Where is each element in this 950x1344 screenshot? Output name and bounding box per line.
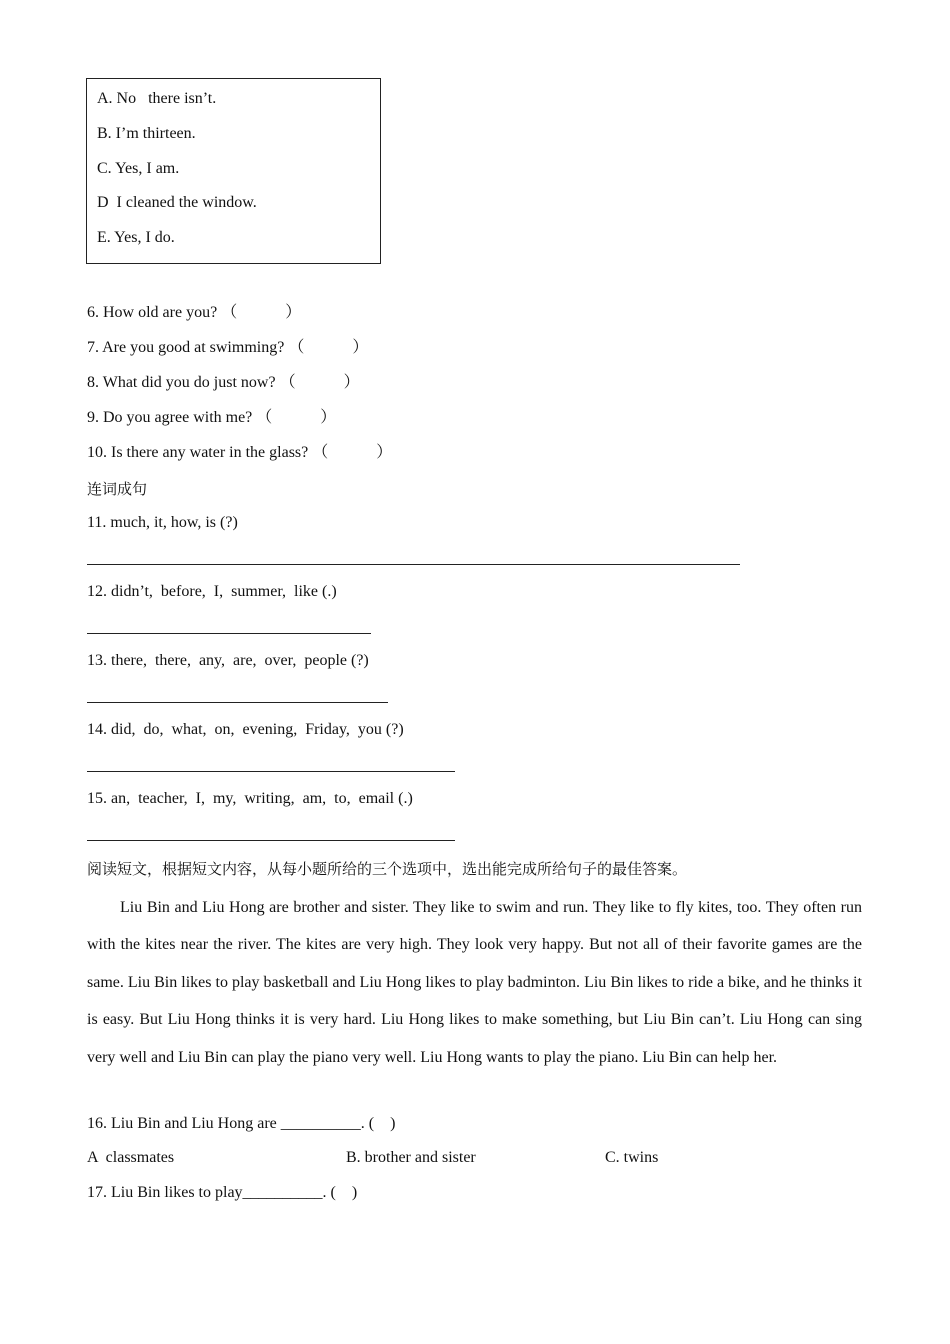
question-6: 6. How old are you? （ ） (87, 304, 302, 321)
section-heading-reading: 阅读短文，根据短文内容，从每小题所给的三个选项中，选出能完成所给句子的最佳答案。 (87, 860, 688, 878)
question-17: 17. Liu Bin likes to play__________. ( ) (87, 1184, 358, 1201)
option-b: B. I’m thirteen. (97, 125, 196, 142)
answer-options-box (86, 78, 381, 264)
question-16: 16. Liu Bin and Liu Hong are __________. ( ) (87, 1115, 396, 1132)
question-12: 12. didn’t, before, I, summer, like (.) (87, 583, 337, 600)
question-7: 7. Are you good at swimming? （ ） (87, 339, 369, 356)
question-14: 14. did, do, what, on, evening, Friday, you (?) (87, 721, 404, 738)
question-13: 13. there, there, any, are, over, people (?) (87, 652, 369, 669)
option-a: A. No there isn’t. (97, 90, 217, 107)
section-heading-sentences: 连词成句 (87, 480, 148, 498)
option-d: D I cleaned the window. (97, 194, 257, 211)
answer-line-14 (87, 771, 455, 772)
option-c: C. Yes, I am. (97, 160, 180, 177)
reading-passage: Liu Bin and Liu Hong are brother and sister. They like to swim and run. They like to fly kites, too. They often run with the kites near the river. The kites are very high. They look very happy. But not all of their favorite games are the same. Liu Bin likes to play basketball and Liu Hong likes to play badminton. Liu Bin likes to ride a bike, and he thinks it is easy. But Liu Hong thinks it is very hard. Liu Hong likes to make something, but Liu Bin can’t. Liu Hong can sing very well and Liu Bin can play the piano very well. Liu Hong wants to play the piano. Liu Bin can help her. (87, 899, 862, 1066)
question-15: 15. an, teacher, I, my, writing, am, to, email (.) (87, 790, 413, 807)
answer-line-15 (87, 840, 455, 841)
answer-line-11 (87, 564, 740, 565)
question-9: 9. Do you agree with me? （ ） (87, 409, 337, 426)
question-11: 11. much, it, how, is (?) (87, 514, 238, 531)
q16-option-b: B. brother and sister (346, 1149, 476, 1166)
q16-option-c: C. twins (605, 1149, 659, 1166)
answer-line-12 (87, 633, 371, 634)
question-10: 10. Is there any water in the glass? （ ） (87, 444, 393, 461)
option-e: E. Yes, I do. (97, 229, 175, 246)
q16-option-a: A classmates (87, 1149, 175, 1166)
question-8: 8. What did you do just now? （ ） (87, 374, 360, 391)
answer-line-13 (87, 702, 388, 703)
